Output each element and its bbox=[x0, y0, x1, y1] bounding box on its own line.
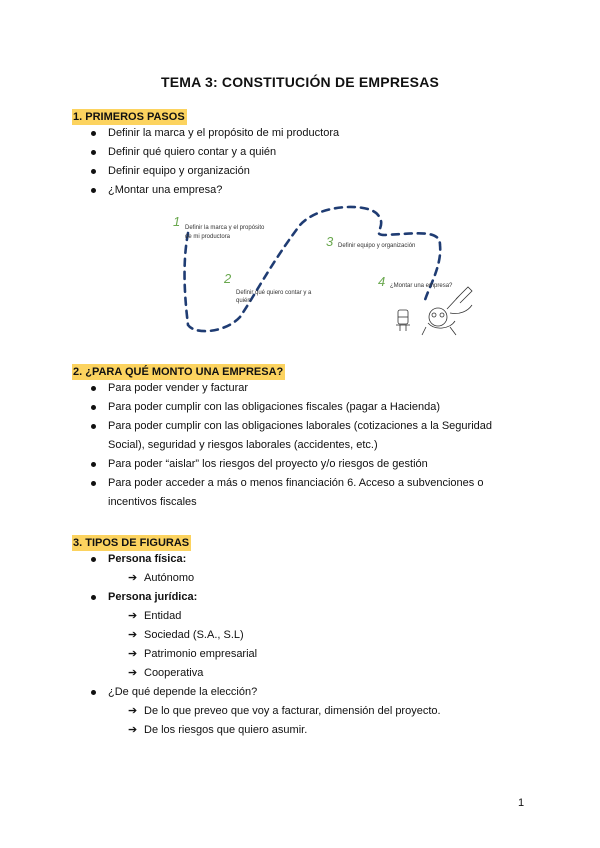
list-item-eleccion bbox=[72, 683, 512, 740]
arrow-right-icon: ➔ bbox=[128, 705, 138, 717]
persona-juridica-label: Persona jurídica: bbox=[108, 591, 198, 603]
arrow-right-icon: ➔ bbox=[128, 610, 138, 622]
arrow-right-icon: ➔ bbox=[128, 648, 138, 660]
list-item: Para poder acceder a más o menos financiación 6. Acceso a subvenciones o incentivos fiscales bbox=[72, 474, 512, 512]
step-number-4: 4 bbox=[378, 274, 386, 289]
section-heading-tipos-figuras: 3. TIPOS DE FIGURAS bbox=[73, 537, 190, 549]
list-item: Para poder cumplir con las obligaciones fiscales (pagar a Hacienda) bbox=[72, 398, 512, 417]
document-title: TEMA 3: CONSTITUCIÓN DE EMPRESAS bbox=[160, 74, 440, 90]
section3-list bbox=[72, 550, 512, 740]
step-label-3: Definir equipo y organización bbox=[338, 243, 416, 249]
steps-path-diagram bbox=[160, 205, 480, 345]
step-label-1: Definir la marca y el propósito bbox=[185, 225, 265, 231]
sub-item: ➔ Cooperativa bbox=[108, 664, 512, 683]
list-item-persona-juridica bbox=[72, 588, 512, 683]
list-item: Para poder “aislar” los riesgos del proyecto y/o riesgos de gestión bbox=[72, 455, 512, 474]
step-label-2: Definir qué quiero contar y a bbox=[236, 290, 312, 296]
list-item: Para poder cumplir con las obligaciones laborales (cotizaciones a la Seguridad Social), seguridad y riesgos laborales (accidentes, etc.) bbox=[72, 417, 512, 455]
list-item: Definir qué quiero contar y a quién bbox=[72, 143, 512, 162]
step-label-2-line2: quién bbox=[236, 298, 251, 304]
step-label-4: ¿Montar una empresa? bbox=[390, 283, 453, 289]
sub-item: ➔ Patrimonio empresarial bbox=[108, 645, 512, 664]
sub-item: ➔ Entidad bbox=[108, 607, 512, 626]
section-heading-primeros-pasos: 1. PRIMEROS PASOS bbox=[73, 111, 185, 123]
sub-item: ➔ De los riesgos que quiero asumir. bbox=[108, 721, 512, 740]
arrow-right-icon: ➔ bbox=[128, 629, 138, 641]
list-item: ¿Montar una empresa? bbox=[72, 181, 512, 200]
arrow-right-icon: ➔ bbox=[128, 667, 138, 679]
list-item: Definir equipo y organización bbox=[72, 162, 512, 181]
sub-item: ➔ Sociedad (S.A., S.L) bbox=[108, 626, 512, 645]
section-heading-para-que: 2. ¿PARA QUÉ MONTO UNA EMPRESA? bbox=[73, 366, 284, 378]
step-number-1: 1 bbox=[173, 214, 181, 229]
step-number-3: 3 bbox=[326, 234, 334, 249]
list-item: Para poder vender y facturar bbox=[72, 379, 512, 398]
sub-item: ➔ Autónomo bbox=[108, 569, 512, 588]
doodle-illustration bbox=[396, 287, 472, 335]
page-number: 1 bbox=[518, 797, 525, 809]
section1-list bbox=[72, 124, 512, 200]
step-label-1-line2: de mi productora bbox=[185, 234, 231, 240]
arrow-right-icon: ➔ bbox=[128, 572, 138, 584]
section2-list bbox=[72, 379, 512, 512]
persona-fisica-label: Persona física: bbox=[108, 553, 187, 565]
list-item-persona-fisica bbox=[72, 550, 512, 588]
list-item: Definir la marca y el propósito de mi productora bbox=[72, 124, 512, 143]
sub-item: ➔ De lo que preveo que voy a facturar, dimensión del proyecto. bbox=[108, 702, 512, 721]
arrow-right-icon: ➔ bbox=[128, 724, 138, 736]
eleccion-label: ¿De qué depende la elección? bbox=[108, 686, 258, 698]
step-number-2: 2 bbox=[224, 271, 232, 286]
